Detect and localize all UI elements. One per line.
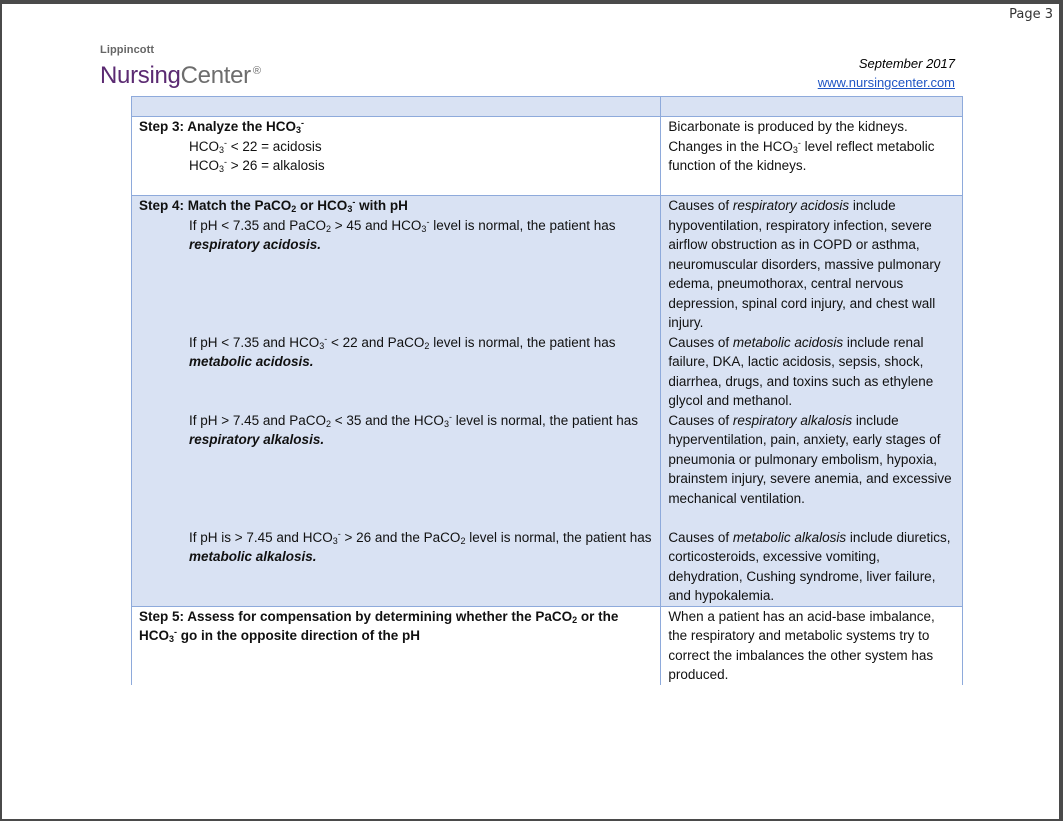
- step3-acidosis-rule: $HCO_3^- < 22$ = acidosis: [189, 137, 322, 155]
- step4-right-cell: [661, 196, 963, 607]
- acid-base-steps-table: [131, 96, 963, 685]
- step3-title: Step 3: Analyze the $HCO_3^-$: [139, 118, 305, 135]
- step4-respiratory-alkalosis-rule: If pH > 7.45 and PaCO$_2$ < 35 and the $HCO_3^-$ level is normal, the patient has respiratory alkalosis.: [189, 411, 639, 447]
- causes-metabolic-acidosis: Causes of metabolic acidosis include renal failure, DKA, lactic acidosis, sepsis, shock, diarrhea, drugs, and toxins such as ethylene glycol and methanol.: [668, 334, 934, 408]
- step5-left-cell: [132, 606, 661, 685]
- header-cell-left: [132, 97, 661, 117]
- step3-right-cell: [661, 117, 963, 196]
- table-row-step5: [132, 606, 963, 685]
- logo-nursing: Nursing: [100, 62, 181, 89]
- header-cell-right: [661, 97, 963, 117]
- logo-center: Center: [180, 62, 251, 89]
- page-number-label: Page 3: [1009, 7, 1053, 22]
- step3-left-cell: [132, 117, 661, 196]
- issue-date: September 2017: [858, 56, 955, 71]
- step3-explanation-1: Bicarbonate is produced by the kidneys.: [668, 119, 908, 134]
- nursingcenter-logo: [100, 44, 261, 90]
- website-link[interactable]: www.nursingcenter.com: [817, 75, 955, 90]
- step4-respiratory-acidosis-rule: If pH < 7.35 and PaCO$_2$ > 45 and $HCO_3^-$ level is normal, the patient has respiratory acidosis.: [189, 216, 616, 252]
- step4-left-cell: [132, 196, 661, 607]
- causes-metabolic-alkalosis: Causes of metabolic alkalosis include diuretics, corticosteroids, excessive vomiting, dehydration, Cushing syndrome, liver failure, and hypokalemia.: [668, 529, 951, 603]
- table-row-step4: [132, 196, 963, 607]
- table-header-row: [132, 97, 963, 117]
- causes-respiratory-alkalosis: Causes of respiratory alkalosis include hyperventilation, pain, anxiety, early stages of pneumonia or pulmonary embolism, hypoxia, brainstem injury, severe anemia, and excessive mechanical ventilation.: [668, 412, 952, 506]
- logo-lippincott: Lippincott: [100, 44, 155, 56]
- step3-explanation-2: Changes in the $HCO_3^-$ level reflect metabolic function of the kidneys.: [668, 137, 935, 173]
- causes-respiratory-acidosis: Causes of respiratory acidosis include hypoventilation, respiratory infection, severe airflow obstruction as in COPD or asthma, neuromuscular disorders, massive pulmonary edema, pneumothorax, central nervous depression, spinal cord injury, and chest wall injury.: [668, 198, 941, 330]
- step3-alkalosis-rule: $HCO_3^- > 26$ = alkalosis: [189, 157, 325, 174]
- header-info: [818, 54, 955, 92]
- step5-right-cell: [661, 606, 963, 685]
- step4-title: Step 4: Match the PaCO$_2$ or $HCO_3^-$ with pH: [139, 197, 408, 214]
- step5-title: Step 5: Assess for compensation by determining whether the PaCO$_2$ or the $HCO_3^-$ go in the opposite direction of the pH: [139, 608, 619, 644]
- registered-mark: ®: [252, 65, 261, 77]
- logo-wordmark: [100, 57, 261, 90]
- step4-metabolic-acidosis-rule: If pH < 7.35 and $HCO_3^- < 22$ and PaCO$_2$ level is normal, the patient has metabolic acidosis.: [189, 333, 616, 369]
- step5-explanation: When a patient has an acid-base imbalance, the respiratory and metabolic systems try to correct the imbalances the other system has produced.: [668, 608, 935, 682]
- step4-metabolic-alkalosis-rule: If pH is > 7.45 and $HCO_3^- > 26$ and the PaCO$_2$ level is normal, the patient has metabolic alkalosis.: [189, 528, 652, 564]
- table-row-step3: [132, 117, 963, 196]
